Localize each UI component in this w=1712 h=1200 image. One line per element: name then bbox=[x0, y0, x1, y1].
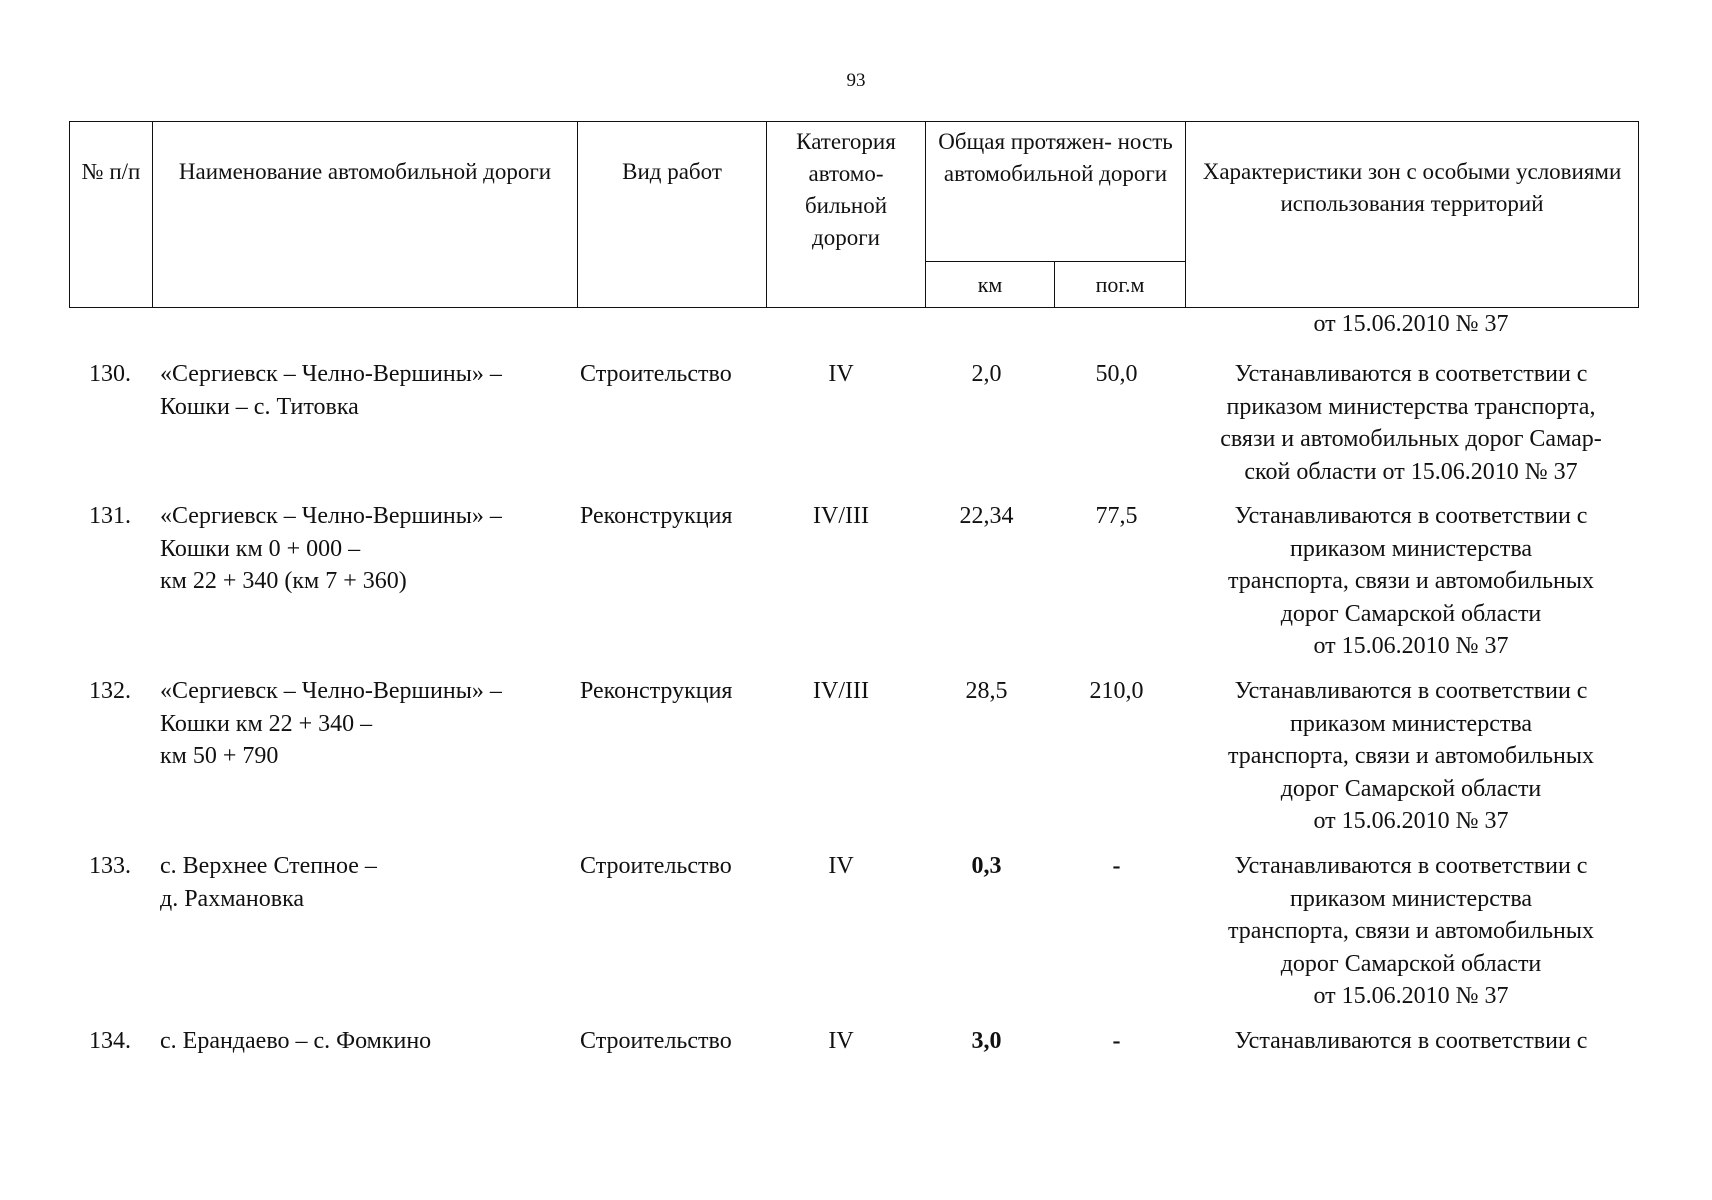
table-row bbox=[69, 1025, 1638, 1175]
zone-characteristics-line: Устанавливаются в соответствии с bbox=[1234, 361, 1588, 387]
row-number: 130. bbox=[89, 361, 131, 387]
road-name bbox=[160, 1025, 560, 1058]
length-meters: 77,5 bbox=[1095, 503, 1138, 529]
row-number: 131. bbox=[89, 503, 131, 529]
zone-characteristics-line: Устанавливаются в соответствии с bbox=[1234, 503, 1588, 529]
header-road-name: Наименование автомобильной дороги bbox=[153, 122, 578, 308]
road-name-line: «Сергиевск – Челно-Вершины» – bbox=[160, 361, 502, 387]
work-type: Строительство bbox=[580, 853, 732, 879]
length-meters: 210,0 bbox=[1089, 678, 1144, 704]
road-name-line: км 22 + 340 (км 7 + 360) bbox=[160, 568, 407, 594]
header-category: Категория автомо- бильной дороги bbox=[767, 122, 926, 308]
length-km: 28,5 bbox=[965, 678, 1008, 704]
zone-characteristics-line: от 15.06.2010 № 37 bbox=[1313, 808, 1509, 834]
road-name-line: д. Рахмановка bbox=[160, 885, 305, 912]
row-number: 133. bbox=[89, 853, 131, 879]
length-km: 3,0 bbox=[971, 1028, 1002, 1054]
zone-characteristics-line: приказом министерства bbox=[1289, 885, 1533, 912]
header-zone-characteristics: Характеристики зон с особыми условиями использования территорий bbox=[1186, 122, 1639, 308]
length-meters: - bbox=[1112, 1028, 1121, 1054]
road-name-line: Кошки – с. Титовка bbox=[160, 393, 359, 420]
length-km: 0,3 bbox=[971, 853, 1002, 879]
road-category: IV bbox=[828, 1028, 854, 1054]
zone-characteristics-line: транспорта, связи и автомобильных bbox=[1228, 568, 1594, 594]
zone-characteristics bbox=[1184, 850, 1638, 1013]
zone-characteristics bbox=[1184, 675, 1638, 838]
table-row bbox=[69, 358, 1638, 508]
work-type: Строительство bbox=[580, 1028, 732, 1054]
road-category: IV/III bbox=[813, 503, 869, 529]
header-meters: пог.м bbox=[1055, 262, 1186, 308]
road-name-line: с. Ерандаево – с. Фомкино bbox=[160, 1028, 432, 1054]
zone-characteristics-line: дорог Самарской области bbox=[1280, 950, 1542, 977]
table-row bbox=[69, 850, 1638, 1009]
road-name-line: Кошки км 0 + 000 – bbox=[160, 535, 361, 562]
road-name bbox=[160, 500, 560, 598]
zone-characteristics-line: связи и автомобильных дорог Самар- bbox=[1220, 426, 1602, 452]
zone-characteristics-line: дорог Самарской области bbox=[1280, 775, 1542, 802]
table-row bbox=[69, 500, 1638, 659]
road-name bbox=[160, 358, 560, 423]
zone-characteristics-line: приказом министерства bbox=[1289, 710, 1533, 737]
length-km: 22,34 bbox=[959, 503, 1014, 529]
zone-characteristics-line: Устанавливаются в соответствии с bbox=[1234, 678, 1588, 704]
work-type: Реконструкция bbox=[580, 503, 733, 529]
work-type: Реконструкция bbox=[580, 678, 733, 704]
table-header bbox=[69, 121, 1639, 308]
work-type: Строительство bbox=[580, 361, 732, 387]
road-category: IV bbox=[828, 361, 854, 387]
zone-characteristics-line: ской области от 15.06.2010 № 37 bbox=[1244, 458, 1578, 485]
header-work-type: Вид работ bbox=[578, 122, 767, 308]
road-name-line: Кошки км 22 + 340 – bbox=[160, 710, 373, 737]
road-name-line: км 50 + 790 bbox=[160, 743, 279, 769]
road-name bbox=[160, 850, 560, 915]
header-total-length: Общая протяжен- ность автомобильной дороги bbox=[926, 122, 1186, 262]
road-name-line: «Сергиевск – Челно-Вершины» – bbox=[160, 678, 502, 704]
row-number: 134. bbox=[89, 1028, 131, 1054]
header-number: № п/п bbox=[70, 122, 153, 308]
table-row bbox=[69, 675, 1638, 834]
road-category: IV bbox=[828, 853, 854, 879]
zone-characteristics-line: приказом министерства bbox=[1289, 535, 1533, 562]
length-meters: - bbox=[1112, 853, 1121, 879]
row-number: 132. bbox=[89, 678, 131, 704]
zone-characteristics-line: Устанавливаются в соответствии с bbox=[1234, 853, 1588, 879]
road-category: IV/III bbox=[813, 678, 869, 704]
length-meters: 50,0 bbox=[1095, 361, 1138, 387]
zone-characteristics bbox=[1184, 500, 1638, 663]
zone-characteristics-line: от 15.06.2010 № 37 bbox=[1313, 983, 1509, 1009]
road-name-line: «Сергиевск – Челно-Вершины» – bbox=[160, 503, 502, 529]
road-name-line: с. Верхнее Степное – bbox=[160, 853, 377, 879]
length-km: 2,0 bbox=[971, 361, 1002, 387]
page-number: 93 bbox=[846, 70, 866, 91]
zone-characteristics-line: приказом министерства транспорта, bbox=[1226, 393, 1596, 420]
zone-characteristics bbox=[1184, 1025, 1638, 1058]
zone-characteristics-line: Устанавливаются в соответствии с bbox=[1234, 1028, 1588, 1054]
zone-characteristics bbox=[1184, 358, 1638, 488]
zone-characteristics-line: транспорта, связи и автомобильных bbox=[1228, 918, 1594, 944]
zone-characteristics-line: транспорта, связи и автомобильных bbox=[1228, 743, 1594, 769]
zone-characteristics-line: дорог Самарской области bbox=[1280, 600, 1542, 627]
header-km: км bbox=[926, 262, 1055, 308]
road-name bbox=[160, 675, 560, 773]
carryover-text: от 15.06.2010 № 37 bbox=[1313, 311, 1509, 337]
zone-characteristics-line: от 15.06.2010 № 37 bbox=[1313, 633, 1509, 659]
